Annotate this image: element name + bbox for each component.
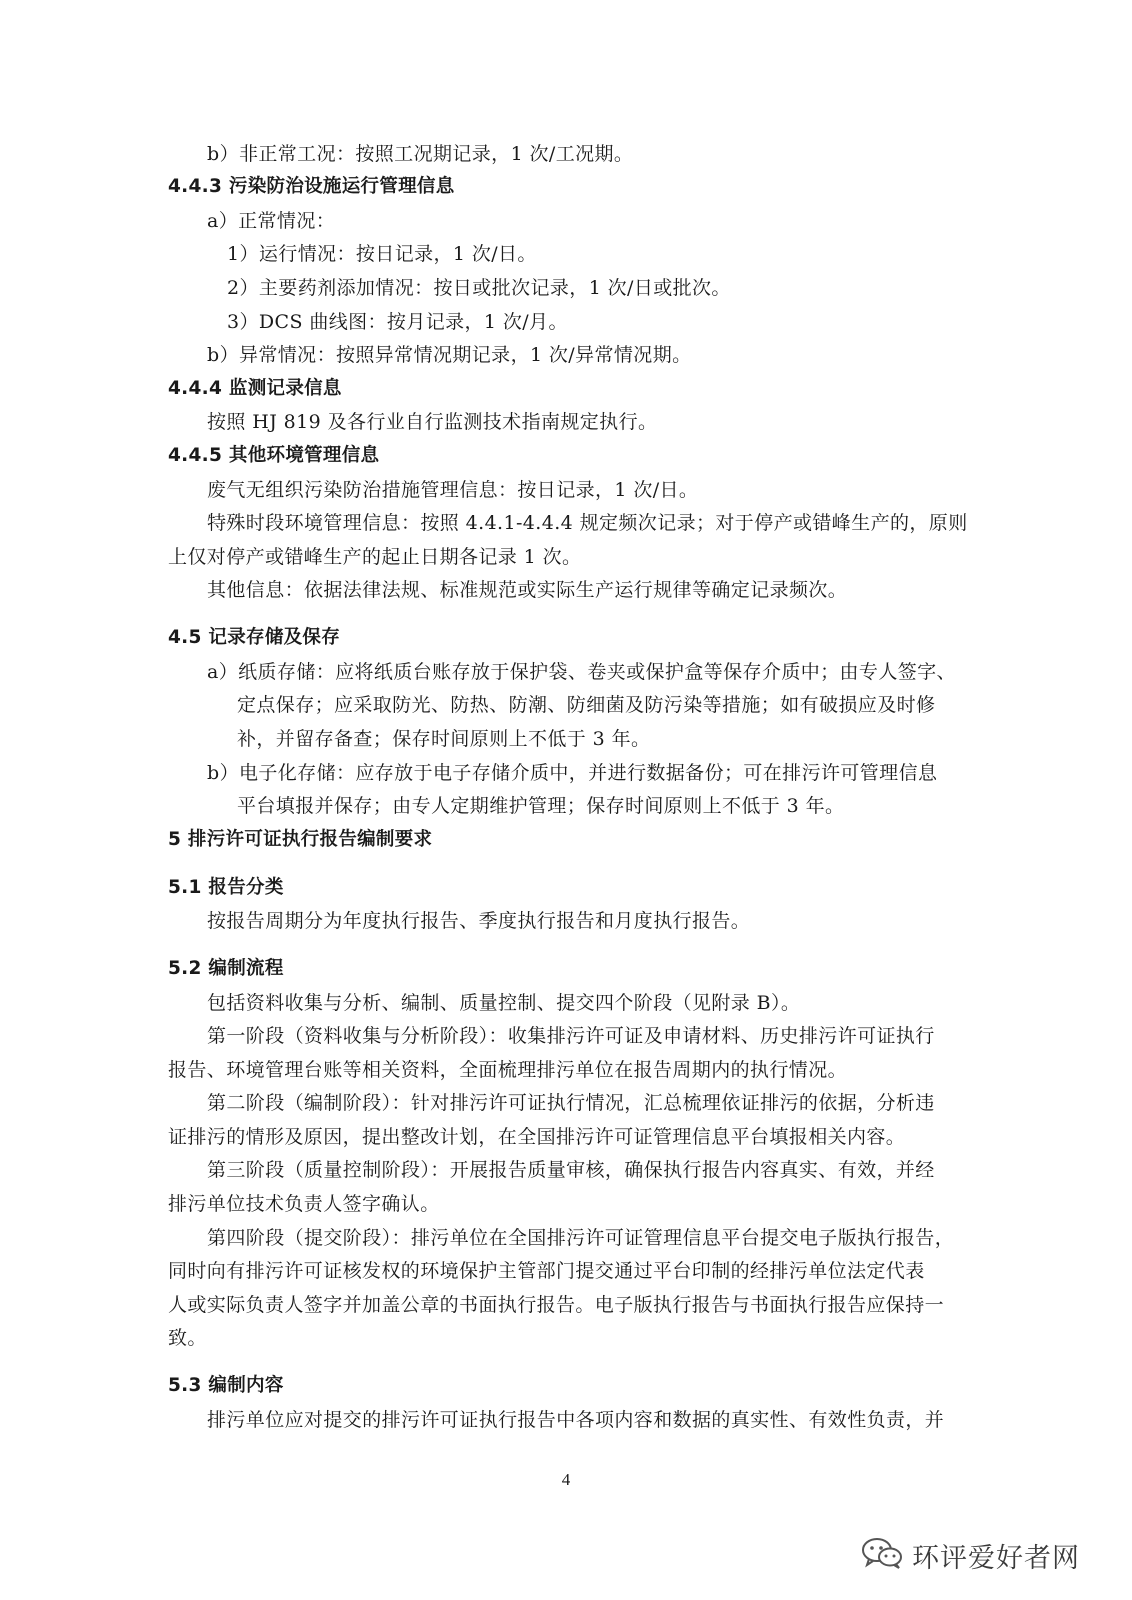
text-line: 第一阶段（资料收集与分析阶段）：收集排污许可证及申请材料、历史排污许可证执行 — [207, 1025, 935, 1047]
text-line: 补，并留存备查；保存时间原则上不低于 3 年。 — [237, 728, 651, 750]
section-heading: 5.2 编制流程 — [168, 958, 284, 979]
section-heading: 4.4.4 监测记录信息 — [168, 378, 342, 399]
text-line: 第二阶段（编制阶段）：针对排污许可证执行情况，汇总梳理依证排污的依据，分析违 — [207, 1092, 935, 1114]
section-heading: 4.4.5 其他环境管理信息 — [168, 445, 380, 466]
watermark — [860, 1535, 1080, 1575]
text-line: 第三阶段（质量控制阶段）：开展报告质量审核，确保执行报告内容真实、有效，并经 — [207, 1159, 935, 1181]
section-heading: 4.4.3 污染防治设施运行管理信息 — [168, 176, 455, 197]
text-line: 报告、环境管理台账等相关资料，全面梳理排污单位在报告周期内的执行情况。 — [168, 1059, 848, 1081]
text-line: 特殊时段环境管理信息：按照 4.4.1-4.4.4 规定频次记录；对于停产或错峰生产的，原则 — [207, 512, 968, 534]
text-line: 第四阶段（提交阶段）：排污单位在全国排污许可证管理信息平台提交电子版执行报告， — [207, 1227, 955, 1249]
section-heading: 5.1 报告分类 — [168, 877, 284, 898]
text-line: 1）运行情况：按日记录，1 次/日。 — [227, 243, 537, 265]
text-line: b）异常情况：按照异常情况期记录，1 次/异常情况期。 — [207, 344, 692, 366]
text-line: 排污单位技术负责人签字确认。 — [168, 1193, 440, 1215]
text-line: 致。 — [168, 1327, 207, 1349]
text-line: 人或实际负责人签字并加盖公章的书面执行报告。电子版执行报告与书面执行报告应保持一 — [168, 1294, 945, 1316]
text-line: 其他信息：依据法律法规、标准规范或实际生产运行规律等确定记录频次。 — [207, 579, 848, 601]
section-heading: 4.5 记录存储及保存 — [168, 627, 341, 648]
section-heading: 5.3 编制内容 — [168, 1375, 284, 1396]
text-line: b）非正常工况：按照工况期记录，1 次/工况期。 — [207, 143, 634, 165]
text-line: 同时向有排污许可证核发权的环境保护主管部门提交通过平台印制的经排污单位法定代表 — [168, 1260, 925, 1282]
text-line: 2）主要药剂添加情况：按日或批次记录，1 次/日或批次。 — [227, 277, 731, 299]
text-line: 按照 HJ 819 及各行业自行监测技术指南规定执行。 — [207, 411, 658, 433]
text-line: 平台填报并保存；由专人定期维护管理；保存时间原则上不低于 3 年。 — [237, 795, 845, 817]
text-line: a）正常情况： — [207, 210, 336, 232]
text-line: 废气无组织污染防治措施管理信息：按日记录，1 次/日。 — [207, 479, 699, 501]
section-heading: 5 排污许可证执行报告编制要求 — [168, 829, 433, 850]
text-line: 按报告周期分为年度执行报告、季度执行报告和月度执行报告。 — [207, 910, 751, 932]
wechat-icon — [860, 1536, 904, 1574]
text-line: 包括资料收集与分析、编制、质量控制、提交四个阶段（见附录 B）。 — [207, 992, 801, 1014]
watermark-text: 环评爱好者网 — [912, 1542, 1080, 1574]
text-line: a）纸质存储：应将纸质台账存放于保护袋、卷夹或保护盒等保存介质中；由专人签字、 — [207, 661, 956, 683]
text-line: b）电子化存储：应存放于电子存储介质中，并进行数据备份；可在排污许可管理信息 — [207, 762, 938, 784]
text-line: 上仅对停产或错峰生产的起止日期各记录 1 次。 — [168, 546, 582, 568]
text-line: 定点保存；应采取防光、防热、防潮、防细菌及防污染等措施；如有破损应及时修 — [237, 694, 936, 716]
text-line: 证排污的情形及原因，提出整改计划，在全国排污许可证管理信息平台填报相关内容。 — [168, 1126, 906, 1148]
text-line: 3）DCS 曲线图：按月记录，1 次/月。 — [227, 311, 568, 333]
text-line: 排污单位应对提交的排污许可证执行报告中各项内容和数据的真实性、有效性负责，并 — [207, 1409, 945, 1431]
page-number: 4 — [561, 1470, 571, 1489]
